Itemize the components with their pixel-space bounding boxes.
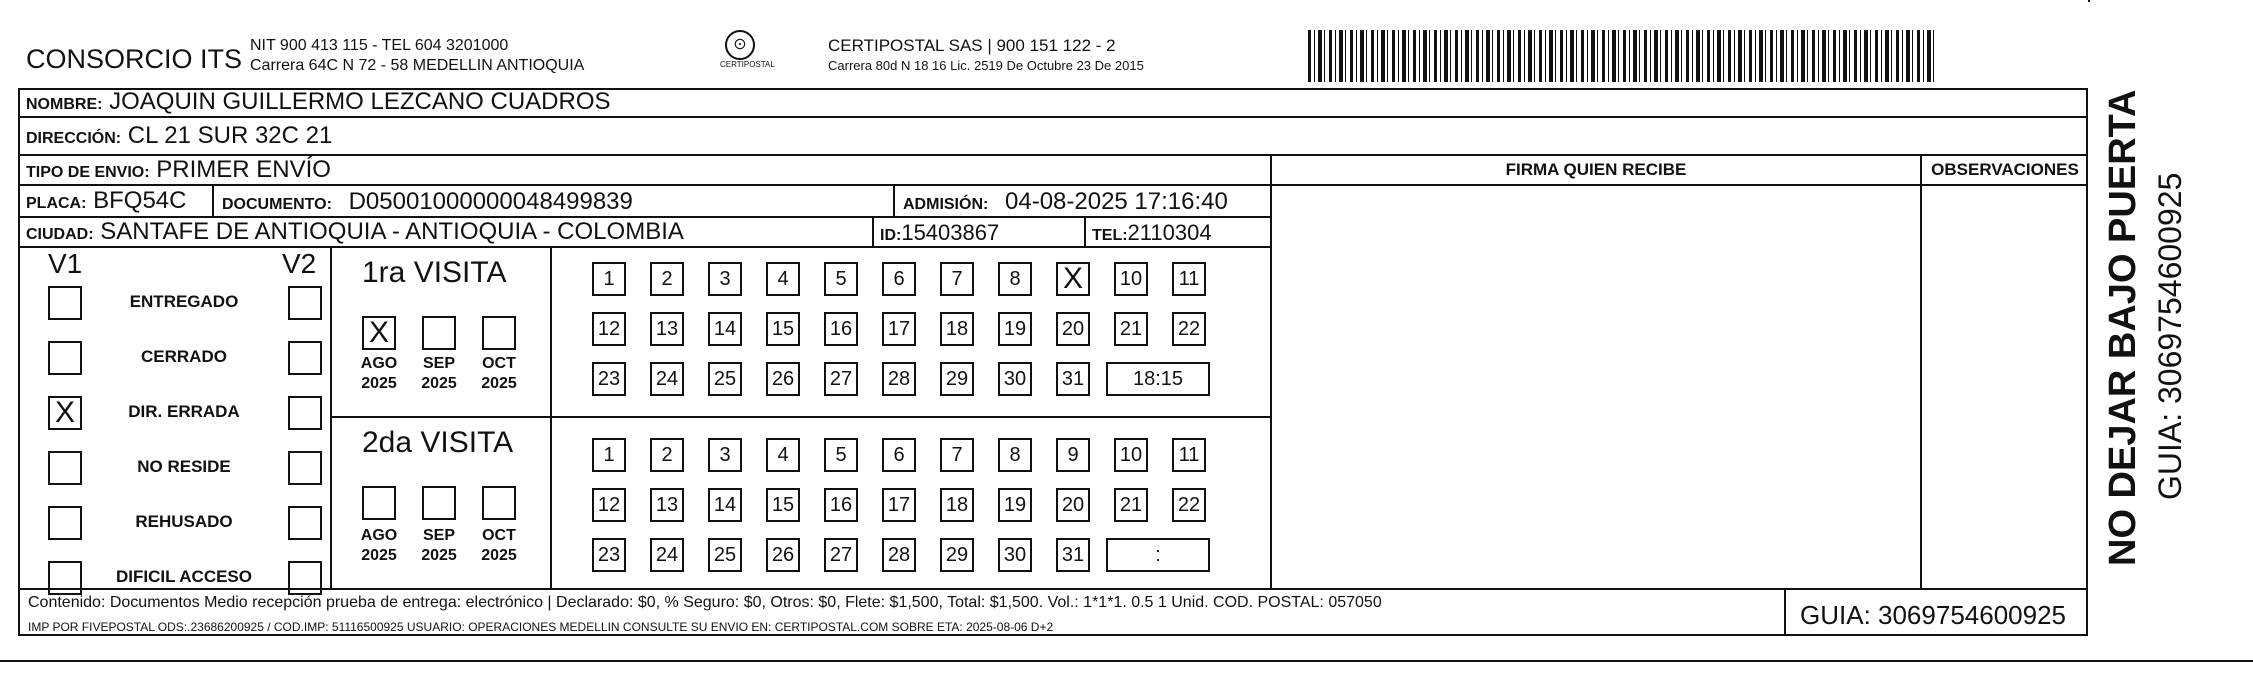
status-v2-checkbox[interactable] — [288, 561, 322, 595]
month-checkbox[interactable]: X — [362, 316, 396, 350]
ciudad-value: SANTAFE DE ANTIOQUIA - ANTIOQUIA - COLOMBIA — [100, 218, 684, 245]
tipo-value: PRIMER ENVÍO — [156, 156, 331, 183]
day-box[interactable]: 19 — [998, 312, 1032, 346]
day-box[interactable]: 29 — [940, 538, 974, 572]
day-box[interactable]: 7 — [940, 438, 974, 472]
side-warning: NO DEJAR BAJO PUERTA — [2102, 89, 2144, 566]
status-v1-checkbox[interactable] — [48, 451, 82, 485]
day-box[interactable]: 22 — [1172, 488, 1206, 522]
tipo-label: TIPO DE ENVIO: — [26, 164, 150, 181]
day-box[interactable]: 11 — [1172, 262, 1206, 296]
day-box[interactable]: 23 — [592, 538, 626, 572]
status-label: DIFICIL ACCESO — [115, 567, 252, 586]
tel-field — [1092, 218, 1212, 251]
day-box[interactable]: 8 — [998, 262, 1032, 296]
day-box[interactable]: 28 — [882, 538, 916, 572]
day-box[interactable]: 9 — [1056, 438, 1090, 472]
status-v2-checkbox[interactable] — [288, 451, 322, 485]
carrier-line: CERTIPOSTAL SAS | 900 151 122 - 2 — [828, 36, 1116, 55]
nombre-label: NOMBRE: — [26, 96, 103, 113]
day-box[interactable]: 3 — [708, 438, 742, 472]
nombre-value: JOAQUIN GUILLERMO LEZCANO CUADROS — [109, 88, 611, 115]
day-box[interactable]: 10 — [1114, 438, 1148, 472]
day-box[interactable]: 16 — [824, 312, 858, 346]
status-v1-checkbox[interactable] — [48, 286, 82, 320]
status-label: CERRADO — [141, 347, 227, 366]
certipostal-logo-icon: ⊙ — [725, 30, 755, 60]
day-box[interactable]: 15 — [766, 488, 800, 522]
row-nombre — [18, 88, 2088, 118]
documento-value: D05001000000048499839 — [348, 188, 633, 215]
day-box[interactable]: 11 — [1172, 438, 1206, 472]
day-box[interactable]: 12 — [592, 488, 626, 522]
direccion-value: CL 21 SUR 32C 21 — [127, 122, 333, 149]
admision-value: 04-08-2025 17:16:40 — [1005, 188, 1228, 215]
status-v2-checkbox[interactable] — [288, 506, 322, 540]
carrier-address: Carrera 80d N 18 16 Lic. 2519 De Octubre 23 De 2015 — [828, 58, 1144, 73]
row-tipo — [18, 156, 1270, 186]
month-checkbox[interactable] — [482, 316, 516, 350]
day-box[interactable]: 8 — [998, 438, 1032, 472]
footer-guia: GUIA: 3069754600925 — [1800, 600, 2066, 630]
month-label: OCT — [482, 527, 516, 544]
footer-line1: Contenido: Documentos Medio recepción prueba de entrega: electrónico | Declarado: $0, % Seguro: $0, Otros: $0, Flete: $1,500, Total: $1,500. Vol.: 1*1*1. 0.5 1 Unid. COD. POSTAL: 057050 — [28, 594, 1382, 611]
month-checkbox[interactable] — [422, 316, 456, 350]
month-label: OCT — [482, 355, 516, 372]
id-label: ID: — [880, 227, 902, 244]
carrier-info — [828, 36, 1144, 76]
signature-area[interactable] — [1280, 192, 1916, 580]
address-line: Carrera 64C N 72 - 58 MEDELLIN ANTIOQUIA — [250, 57, 585, 74]
day-box[interactable]: 6 — [882, 438, 916, 472]
day-box[interactable]: 13 — [650, 312, 684, 346]
company-info — [250, 36, 584, 76]
day-box[interactable]: 16 — [824, 488, 858, 522]
day-box[interactable]: 13 — [650, 488, 684, 522]
day-box[interactable]: 23 — [592, 362, 626, 396]
direccion-label: DIRECCIÓN: — [26, 130, 122, 147]
second-visit-title: 2da VISITA — [362, 426, 514, 459]
day-box[interactable]: 14 — [708, 312, 742, 346]
day-box[interactable]: 5 — [824, 262, 858, 296]
logo-caption: CERTIPOSTAL — [720, 60, 775, 69]
day-box[interactable]: 25 — [708, 362, 742, 396]
day-box[interactable]: 30 — [998, 362, 1032, 396]
day-box[interactable]: 2 — [650, 438, 684, 472]
day-box[interactable]: 26 — [766, 362, 800, 396]
day-box[interactable]: 19 — [998, 488, 1032, 522]
admision — [903, 186, 1228, 221]
day-box[interactable]: 1 — [592, 438, 626, 472]
side-guia: GUIA: 3069754600925 — [2152, 172, 2188, 500]
day-box[interactable]: 20 — [1056, 488, 1090, 522]
day-box[interactable]: 29 — [940, 362, 974, 396]
documento — [222, 186, 633, 221]
day-box[interactable]: 17 — [882, 312, 916, 346]
status-label: NO RESIDE — [137, 457, 231, 476]
first-visit-title: 1ra VISITA — [362, 256, 507, 289]
row-direccion — [18, 118, 2088, 156]
day-box[interactable]: 10 — [1114, 262, 1148, 296]
day-box[interactable]: 31 — [1056, 538, 1090, 572]
month-checkbox[interactable] — [422, 486, 456, 520]
year-label: 2025 — [421, 547, 457, 564]
day-box[interactable]: 25 — [708, 538, 742, 572]
status-v1-checkbox[interactable] — [48, 561, 82, 595]
day-box[interactable]: 20 — [1056, 312, 1090, 346]
status-v2-checkbox[interactable] — [288, 286, 322, 320]
day-box[interactable]: 24 — [650, 538, 684, 572]
time-box[interactable]: : — [1106, 538, 1210, 572]
row-ciudad — [18, 218, 1270, 248]
observaciones-header: OBSERVACIONES — [1931, 160, 2079, 179]
day-box[interactable]: 26 — [766, 538, 800, 572]
day-box[interactable]: 18 — [940, 488, 974, 522]
v2-label: V2 — [282, 248, 317, 279]
observations-area[interactable] — [1926, 192, 2084, 580]
status-v1-checkbox[interactable] — [48, 341, 82, 375]
month-label: AGO — [360, 527, 398, 544]
year-label: 2025 — [481, 375, 517, 392]
nit-line: NIT 900 413 115 - TEL 604 3201000 — [250, 37, 509, 54]
day-box[interactable]: 31 — [1056, 362, 1090, 396]
day-box[interactable]: 7 — [940, 262, 974, 296]
month-label: AGO — [360, 355, 398, 372]
tel-value: 2110304 — [1127, 220, 1212, 245]
footer-line2: IMP POR FIVEPOSTAL ODS:.23686200925 / COD.IMP: 51116500925 USUARIO: OPERACIONES MEDELLIN CONSULTE SU ENVIO EN: CERTIPOSTAL.COM SOBRE ETA: 2025-08-06 D+2 — [28, 620, 1054, 634]
day-box[interactable]: 24 — [650, 362, 684, 396]
month-label: SEP — [422, 527, 455, 544]
day-box[interactable]: 5 — [824, 438, 858, 472]
id-field — [880, 218, 999, 251]
status-v2-checkbox[interactable] — [288, 341, 322, 375]
ciudad-label: CIUDAD: — [26, 226, 94, 243]
admision-label: ADMISIÓN: — [903, 196, 989, 213]
status-label: REHUSADO — [135, 512, 233, 531]
day-box[interactable]: 1 — [592, 262, 626, 296]
day-box[interactable]: 18 — [940, 312, 974, 346]
month-checkbox[interactable] — [362, 486, 396, 520]
year-label: 2025 — [421, 375, 457, 392]
day-box[interactable]: 21 — [1114, 312, 1148, 346]
time-box[interactable]: 18:15 — [1106, 362, 1210, 396]
barcode — [1308, 30, 1938, 82]
v1-label: V1 — [48, 248, 83, 279]
month-checkbox[interactable] — [482, 486, 516, 520]
documento-label: DOCUMENTO: — [222, 196, 332, 213]
id-value: 15403867 — [901, 220, 1000, 245]
day-box[interactable]: 30 — [998, 538, 1032, 572]
status-v1-checkbox[interactable] — [48, 506, 82, 540]
day-box[interactable]: 4 — [766, 262, 800, 296]
day-box[interactable]: X — [1056, 262, 1090, 296]
day-box[interactable]: 27 — [824, 538, 858, 572]
day-box[interactable]: 28 — [882, 362, 916, 396]
day-box[interactable]: 15 — [766, 312, 800, 346]
placa-value: BFQ54C — [93, 187, 187, 214]
status-v1-checkbox[interactable]: X — [48, 396, 82, 430]
day-box[interactable]: 6 — [882, 262, 916, 296]
day-box[interactable]: 14 — [708, 488, 742, 522]
year-label: 2025 — [481, 547, 517, 564]
day-box[interactable]: 21 — [1114, 488, 1148, 522]
tel-label: TEL: — [1092, 227, 1128, 244]
year-label: 2025 — [361, 547, 397, 564]
day-box[interactable]: 3 — [708, 262, 742, 296]
day-box[interactable]: 12 — [592, 312, 626, 346]
status-label: ENTREGADO — [129, 292, 239, 311]
company-name: CONSORCIO ITS — [26, 44, 243, 74]
month-label: SEP — [422, 355, 455, 372]
day-box[interactable]: 4 — [766, 438, 800, 472]
day-box[interactable]: 2 — [650, 262, 684, 296]
day-box[interactable]: 17 — [882, 488, 916, 522]
status-v2-checkbox[interactable] — [288, 396, 322, 430]
day-box[interactable]: 27 — [824, 362, 858, 396]
firma-header: FIRMA QUIEN RECIBE — [1505, 160, 1687, 179]
placa-label: PLACA: — [26, 195, 87, 212]
year-label: 2025 — [361, 375, 397, 392]
status-label: DIR. ERRADA — [128, 402, 240, 421]
day-box[interactable]: 22 — [1172, 312, 1206, 346]
